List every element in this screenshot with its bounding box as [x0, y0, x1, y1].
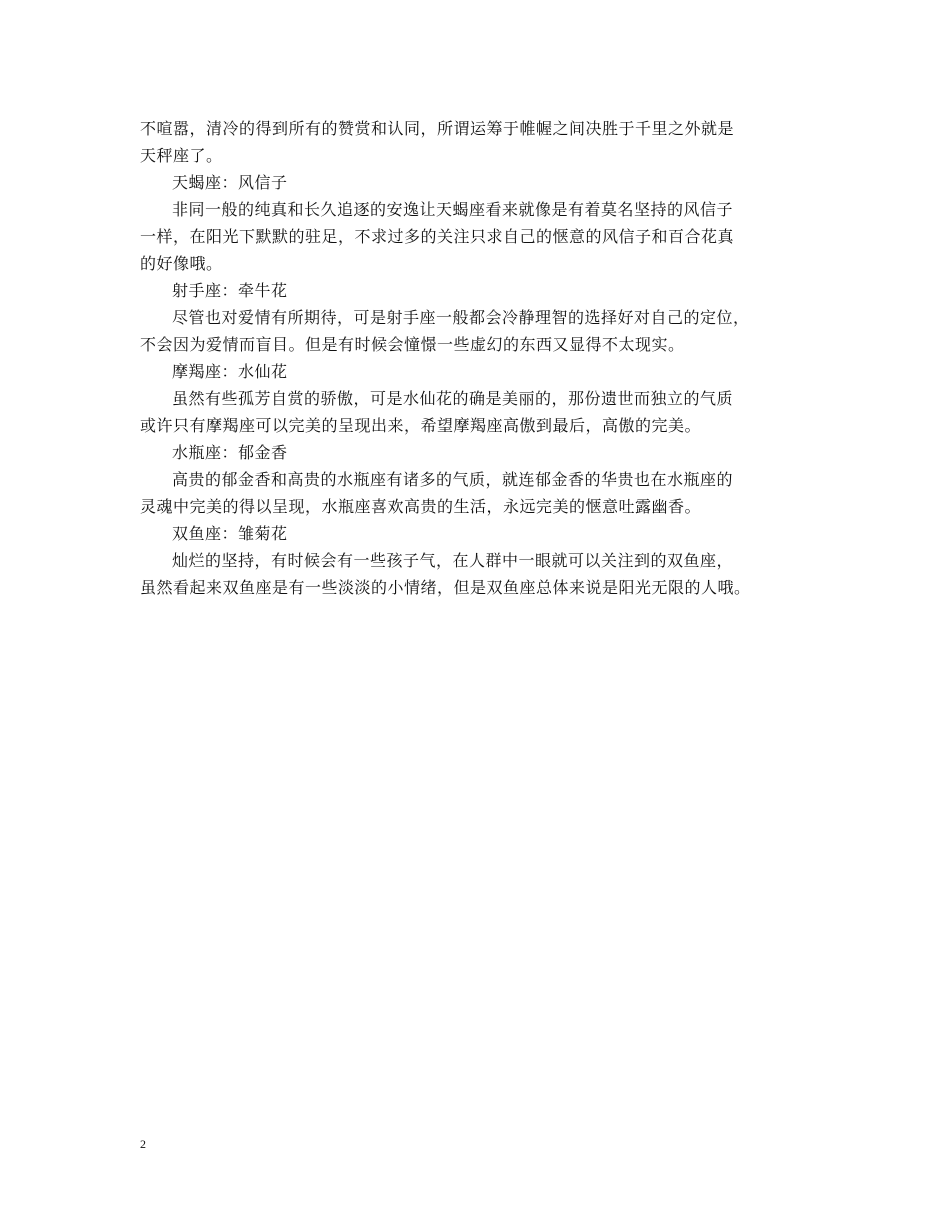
- document-body: [140, 115, 830, 601]
- paragraph-line: 高贵的郁金香和高贵的水瓶座有诸多的气质，就连郁金香的华贵也在水瓶座的: [172, 470, 734, 489]
- paragraph-line: 虽然看起来双鱼座是有一些淡淡的小情绪，但是双鱼座总体来说是阳光无限的人哦。: [140, 578, 751, 597]
- paragraph-line: 非同一般的纯真和长久追逐的安逸让天蝎座看来就像是有着莫名坚持的风信子: [172, 200, 734, 219]
- paragraph-line: 灵魂中完美的得以呈现，水瓶座喜欢高贵的生活，永远完美的惬意吐露幽香。: [140, 497, 702, 516]
- paragraph-line: 或许只有摩羯座可以完美的呈现出来，希望摩羯座高傲到最后，高傲的完美。: [140, 416, 702, 435]
- paragraph-line: 灿烂的坚持，有时候会有一些孩子气，在人群中一眼就可以关注到的双鱼座，: [172, 551, 734, 570]
- section-heading: 天蝎座：风信子: [172, 173, 288, 192]
- section-heading: 双鱼座：雏菊花: [172, 524, 288, 543]
- paragraph-line: 尽管也对爱情有所期待，可是射手座一般都会冷静理智的选择好对自己的定位，: [172, 308, 750, 327]
- section-heading: 摩羯座：水仙花: [172, 362, 288, 381]
- paragraph-line: 不会因为爱情而盲目。但是有时候会憧憬一些虚幻的东西又显得不太现实。: [140, 335, 685, 354]
- section-heading: 水瓶座：郁金香: [172, 443, 288, 462]
- paragraph-line: 的好像哦。: [140, 254, 223, 273]
- paragraph-line: 一样，在阳光下默默的驻足，不求过多的关注只求自己的惬意的风信子和百合花真: [140, 227, 735, 246]
- paragraph-line: 虽然有些孤芳自赏的骄傲，可是水仙花的确是美丽的，那份遗世而独立的气质: [172, 389, 734, 408]
- section-heading: 射手座：牵牛花: [172, 281, 288, 300]
- paragraph-line: 不喧嚣，清冷的得到所有的赞赏和认同，所谓运筹于帷幄之间决胜于千里之外就是: [140, 119, 735, 138]
- paragraph-line: 天秤座了。: [140, 146, 223, 165]
- page-number: 2: [140, 1137, 146, 1151]
